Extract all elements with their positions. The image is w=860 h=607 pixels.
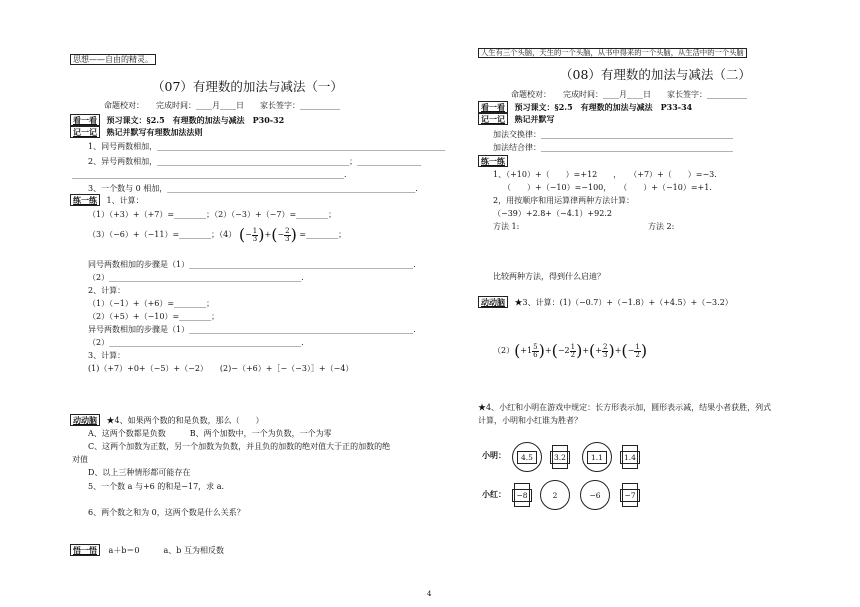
left-look-row <box>70 116 284 125</box>
p1-label: 1、计算： <box>106 196 144 205</box>
rectangle-shape: −7 <box>622 483 638 507</box>
brain-tag: 动动脑 <box>478 296 508 308</box>
r1b: （ ）+（−10）=−100， （ ）+（−10）=+1. <box>503 183 712 192</box>
r4: ★4、小红和小明在游戏中规定：长方形表示加，圆形表示减，结果小者获胜，列式 <box>478 403 772 412</box>
q6: 6、两个数之和为 0，这两个数是什么关系？ <box>88 508 245 517</box>
r2-expression: （−39）+2.8+（−4.1）+92.2 <box>493 209 612 218</box>
r2: 2，用按顺序和用运算律两种方法计算： <box>493 196 635 205</box>
left-practice-row <box>70 196 144 205</box>
method-1: 方法 1: <box>493 222 520 231</box>
left-meta: 命题校对： 完成时间：____月____日 家长签字：__________ <box>104 101 340 110</box>
xiaohong-label: 小红： <box>482 489 506 499</box>
right-title: （08）有理数的加法与减法（二） <box>560 67 751 82</box>
remember-text: 熟记并默写 <box>514 114 555 124</box>
p1b: （3）（−6）+（−11）=________；（4） (− $\frac{1}{3}$ )+(− $\frac{2}{3}$ ) =________； <box>88 225 347 244</box>
circle-shape: 1.1 <box>582 442 612 472</box>
look-tag: 看一看 <box>70 114 100 126</box>
q4-c2: 对值 <box>72 455 88 464</box>
q5: 5、一个数 a 与+6 的和是−17，求 a. <box>88 482 225 491</box>
right-motto: 人生有三个头脑，天生的一个头脑，从书中得来的一个头脑，从生活中的一个头脑 <box>478 48 747 58</box>
circle-shape: 2 <box>540 480 570 510</box>
rectangle-shape: 3.2 <box>552 445 568 469</box>
same-sign-steps: 同号两数相加的步骤是（1）________________________________________________________. <box>88 260 416 269</box>
circle-shape: 4.5 <box>512 442 542 472</box>
rule-1: 1、同号两数相加，________________________________________________________________________ <box>88 142 446 151</box>
right-practice-row <box>478 157 508 166</box>
rectangle-shape: −8 <box>514 483 530 507</box>
p2a: （1）（−1）+（+6）=________； <box>88 299 215 308</box>
p3a: (1)（+7）+0+（−5）+（−2） (2)−（+6）+［−（−3）］+（−4） <box>88 364 354 373</box>
remember-tag: 记一记 <box>70 126 100 138</box>
fraction: $\frac{2}{3}$ <box>285 226 290 243</box>
r3b: （2）(+1 $\frac{5}{6}$ )+(−2 $\frac{1}{2}$ )+(+ $\frac{2}{3}$ )+(− $\frac{1}{2}$ ) <box>493 341 648 360</box>
diff-sign-steps-2: （2）________________________________________________. <box>88 338 304 347</box>
right-brain-row <box>478 298 733 307</box>
associative-law: 加法结合律：________________________________________________ <box>493 143 733 152</box>
page-number: 4 <box>427 590 432 598</box>
method-2: 方法 2: <box>648 222 675 231</box>
right-meta: 命题校对： 完成时间：____月____日 家长签字：__________ <box>511 90 747 99</box>
left-reflect-row <box>70 546 224 555</box>
xiaoming-label: 小明： <box>482 450 506 460</box>
rule-2: 2、异号两数相加，________________________________________________；________________ <box>88 157 422 166</box>
diff-sign-steps: 异号两数相加的步骤是（1）________________________________________________________. <box>88 325 416 334</box>
q4-a: A、这两个数都是负数 B、两个加数中，一个为负数，一个为零 <box>88 429 332 438</box>
left-brain-row <box>70 416 264 425</box>
commutative-law: 加法交换律：________________________________________________ <box>493 130 733 139</box>
left-title: （07）有理数的加法与减法（一） <box>152 79 343 94</box>
r1a: 1、（+10）+（ ）=+12 ， （+7）+（ ）=−3. <box>493 170 717 179</box>
brain-tag: 动动脑 <box>70 414 100 426</box>
same-sign-steps-2: （2）________________________________________________. <box>88 273 304 282</box>
q4-d: D、以上三种情形都可能存在 <box>88 468 191 477</box>
p2b: （2）（+5）+（−10）=________； <box>88 312 220 321</box>
reflect-tag: 悟一悟 <box>70 544 100 556</box>
rule-2b: ____________________________________________________________________. <box>72 170 347 179</box>
r3: ★3、计算：(1)（−0.7）+（−1.8）+（+4.5）+（−3.2） <box>514 298 733 307</box>
reflect-text: a＋b＝0 a、b 互为相反数 <box>108 546 224 555</box>
remember-text: 熟记并默写有理数加法法则 <box>106 127 203 137</box>
right-look-row <box>478 103 692 112</box>
look-text: 预习课文：§2.5 有理数的加法与减法 P33-34 <box>514 102 693 112</box>
p2-label: 2、计算： <box>88 286 126 295</box>
right-remember-row <box>478 115 555 124</box>
p1a: （1）（+3）+（+7）=________；（2）（−3）+（−7）=________； <box>88 210 337 219</box>
q4-c: C、这两个加数为正数，另一个加数为负数，并且负的加数的绝对值大于正的加数的绝 <box>88 442 391 451</box>
p3-label: 3、计算： <box>88 351 126 360</box>
look-tag: 看一看 <box>478 101 508 113</box>
left-remember-row <box>70 128 203 137</box>
look-text: 预习课文：§2.5 有理数的加法与减法 P30-32 <box>106 115 285 125</box>
remember-tag: 记一记 <box>478 113 508 125</box>
practice-tag: 练一练 <box>478 155 508 167</box>
circle-shape: −6 <box>580 480 610 510</box>
fraction: $\frac{1}{3}$ <box>252 226 258 243</box>
left-motto: 思想——自由的精灵。 <box>70 54 156 65</box>
rule-3: 3、一个数与 0 相加，______________________________________________________________. <box>88 184 418 193</box>
practice-tag: 练一练 <box>70 194 100 206</box>
q4: ★4、如果两个数的和是负数，那么（ ） <box>106 416 264 425</box>
r4b: 计算，小明和小红谁为胜者？ <box>478 416 582 425</box>
rectangle-shape: 1.4 <box>622 445 638 469</box>
compare-question: 比较两种方法，得到什么启迪？ <box>493 272 605 281</box>
